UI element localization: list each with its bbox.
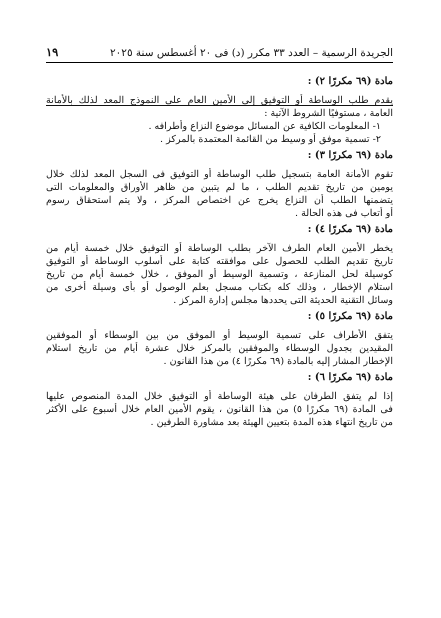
article-69-bis-2 (46, 75, 393, 146)
article-text-line: تاريخ تقديم الطلب للحصول على موافقته كتابة على أسلوب الوساطة أو التوفيق (46, 256, 393, 267)
article-text-line: من تاريخ انتهاء هذه المدة بتعيين الهيئة بعد مشاورة الطرفين . (150, 417, 393, 428)
article-title: مادة (٦٩ مكررًا ٦) : (307, 372, 393, 383)
article-title: مادة (٦٩ مكررًا ٥) : (307, 311, 393, 322)
page-header (46, 40, 393, 58)
article-text-line: تقوم الأمانة العامة بتسجيل طلب الوساطة أو التوفيق فى السجل المعد لذلك خلال (46, 169, 393, 180)
article-title: مادة (٦٩ مكررًا ٢) : (307, 76, 393, 87)
article-69-bis-4 (46, 223, 393, 307)
article-69-bis-3 (46, 149, 393, 220)
article-text-line: يتفق الأطراف على تسمية الوسيط أو الموفق من بين الوسطاء أو الموفقين (46, 330, 393, 341)
article-69-bis-6 (46, 371, 393, 429)
article-title: مادة (٦٩ مكررًا ٤) : (307, 224, 393, 235)
article-text-line: أو أتعاب فى هذه الحالة . (295, 208, 393, 219)
article-text-line: وسائل التقنية الحديثة التى يحددها مجلس إدارة المركز . (173, 295, 393, 306)
article-text-line: الإخطار المشار إليه بالمادة (٦٩ مكررًا ٤) من هذا القانون . (163, 356, 393, 367)
list-item: ٢- تسمية موفق أو وسيط من القائمة المعتمدة بالمركز . (159, 134, 381, 145)
article-text-line: المقيدين بجدول الوسطاء والموفقين بالمركز خلال عشرة أيام من تاريخ استلام (46, 343, 393, 354)
list-item: ١- المعلومات الكافية عن المسائل موضوع النزاع وأطرافه . (148, 121, 381, 132)
article-text-line: العامة ، مستوفيًا الشروط الآتية : (264, 108, 393, 119)
header-title: الجريدة الرسمية – العدد ٣٣ مكرر (د) فى ٢٠ أغسطس سنة ٢٠٢٥ (110, 46, 393, 59)
article-text-line: يتضمنها الطلب أن النزاع يخرج عن اختصاص المركز ، ولا يتم استحقاق رسوم (46, 195, 393, 206)
article-text-line: يقدم طلب الوساطة أو التوفيق إلى الأمين العام على النموذج المعد لذلك بالأمانة (46, 95, 393, 106)
article-text-line: استلام الإخطار ، وذلك كله بكتاب مسجل بعلم الوصول أو بأى وسيلة أخرى من (46, 282, 393, 293)
article-text-line: إذا لم يتفق الطرفان على هيئة الوساطة أو التوفيق خلال المدة المنصوص عليها (46, 391, 393, 402)
article-title: مادة (٦٩ مكررًا ٣) : (307, 150, 393, 161)
article-69-bis-5 (46, 310, 393, 368)
page-number: ١٩ (46, 44, 59, 59)
header-rule (46, 62, 393, 63)
article-text-line: كوسيلة لحل المنازعة ، وتسمية الوسيط أو الموفق ، خلال خمسة أيام من تاريخ (46, 269, 393, 280)
article-text-line: فى المادة (٦٩ مكررًا ٥) من هذا القانون ، يقوم الأمين العام خلال أسبوع على الأكثر (46, 404, 393, 415)
page-body (46, 72, 393, 429)
article-text-line: يخطر الأمين العام الطرف الآخر بطلب الوساطة أو التوفيق خلال خمسة أيام من (46, 243, 393, 254)
article-text-line: يومين من تاريخ تقديم الطلب ، ما لم يتبين من ظاهر الأوراق والمعلومات التى (46, 182, 393, 193)
